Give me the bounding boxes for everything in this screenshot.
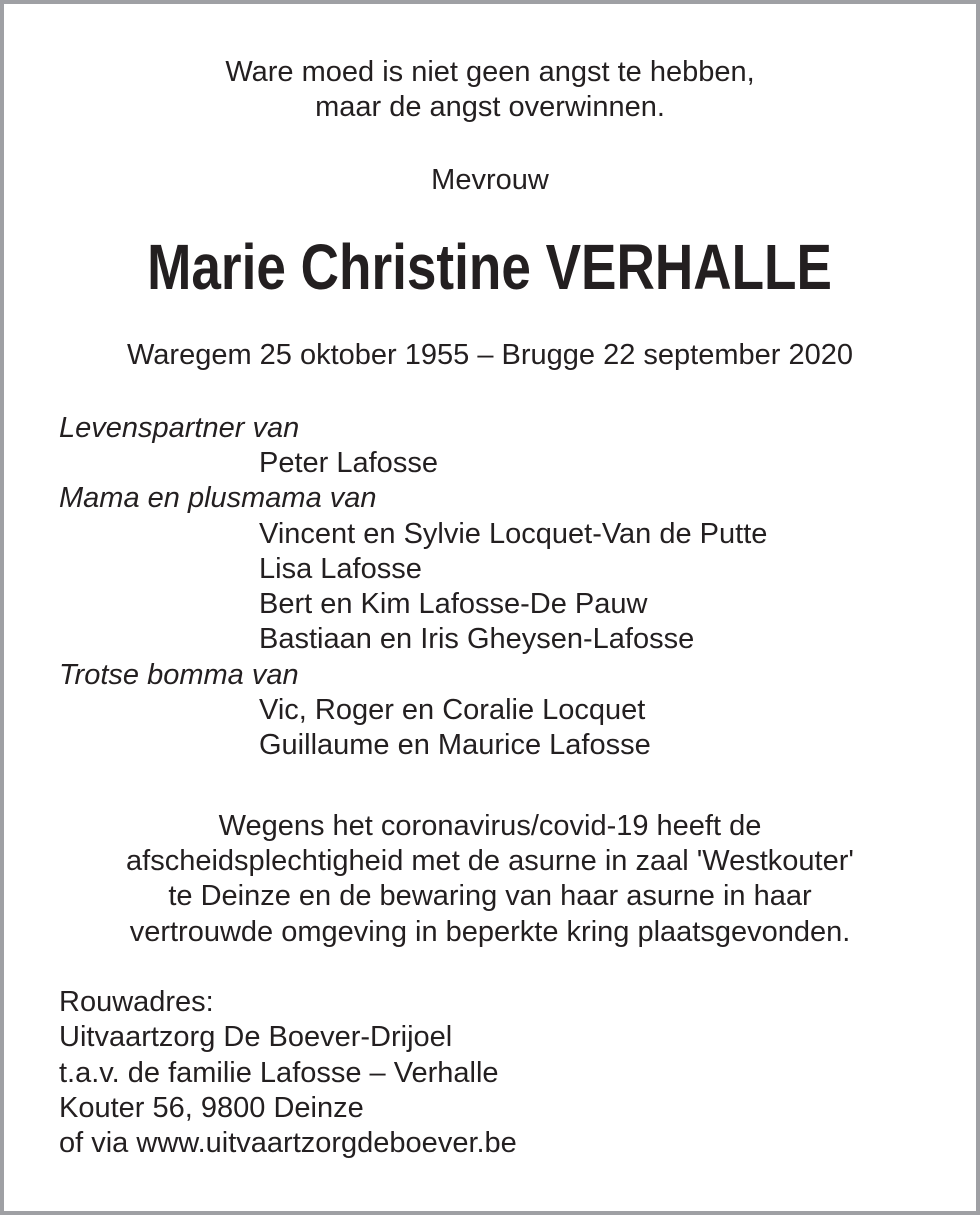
relation-name: Peter Lafosse: [259, 447, 438, 479]
relation-label: Trotse bomma van: [59, 659, 299, 691]
address-line: Kouter 56, 9800 Deinze: [59, 1092, 364, 1124]
notice-line: Wegens het coronavirus/covid-19 heeft de: [218, 810, 762, 842]
notice-line: vertrouwde omgeving in beperkte kring plaatsgevonden.: [129, 916, 851, 948]
relation-name: Vincent en Sylvie Locquet-Van de Putte: [259, 518, 768, 550]
website-line: of via www.uitvaartzorgdeboever.be: [59, 1127, 517, 1159]
birth-death-dates: Waregem 25 oktober 1955 – Brugge 22 september 2020: [126, 339, 853, 371]
address-heading: Rouwadres:: [59, 986, 214, 1018]
relation-name: Lisa Lafosse: [259, 553, 422, 585]
relation-label: Levenspartner van: [59, 412, 300, 444]
address-line: Uitvaartzorg De Boever-Drijoel: [59, 1021, 453, 1053]
deceased-name: [0, 232, 980, 302]
honorific: Mevrouw: [431, 164, 549, 196]
quote-line: Ware moed is niet geen angst te hebben,: [225, 56, 755, 88]
relation-name: Bastiaan en Iris Gheysen-Lafosse: [259, 623, 695, 655]
relation-name: Guillaume en Maurice Lafosse: [259, 729, 651, 761]
notice-line: afscheidsplechtigheid met de asurne in zaal 'Westkouter': [126, 845, 854, 877]
relation-label: Mama en plusmama van: [59, 482, 377, 514]
relation-name: Vic, Roger en Coralie Locquet: [259, 694, 646, 726]
address-line: t.a.v. de familie Lafosse – Verhalle: [59, 1057, 499, 1089]
notice-line: te Deinze en de bewaring van haar asurne in haar: [168, 880, 812, 912]
relation-name: Bert en Kim Lafosse-De Pauw: [259, 588, 648, 620]
deceased-name-text: Marie Christine VERHALLE: [147, 231, 833, 303]
quote-line: maar de angst overwinnen.: [315, 91, 665, 123]
